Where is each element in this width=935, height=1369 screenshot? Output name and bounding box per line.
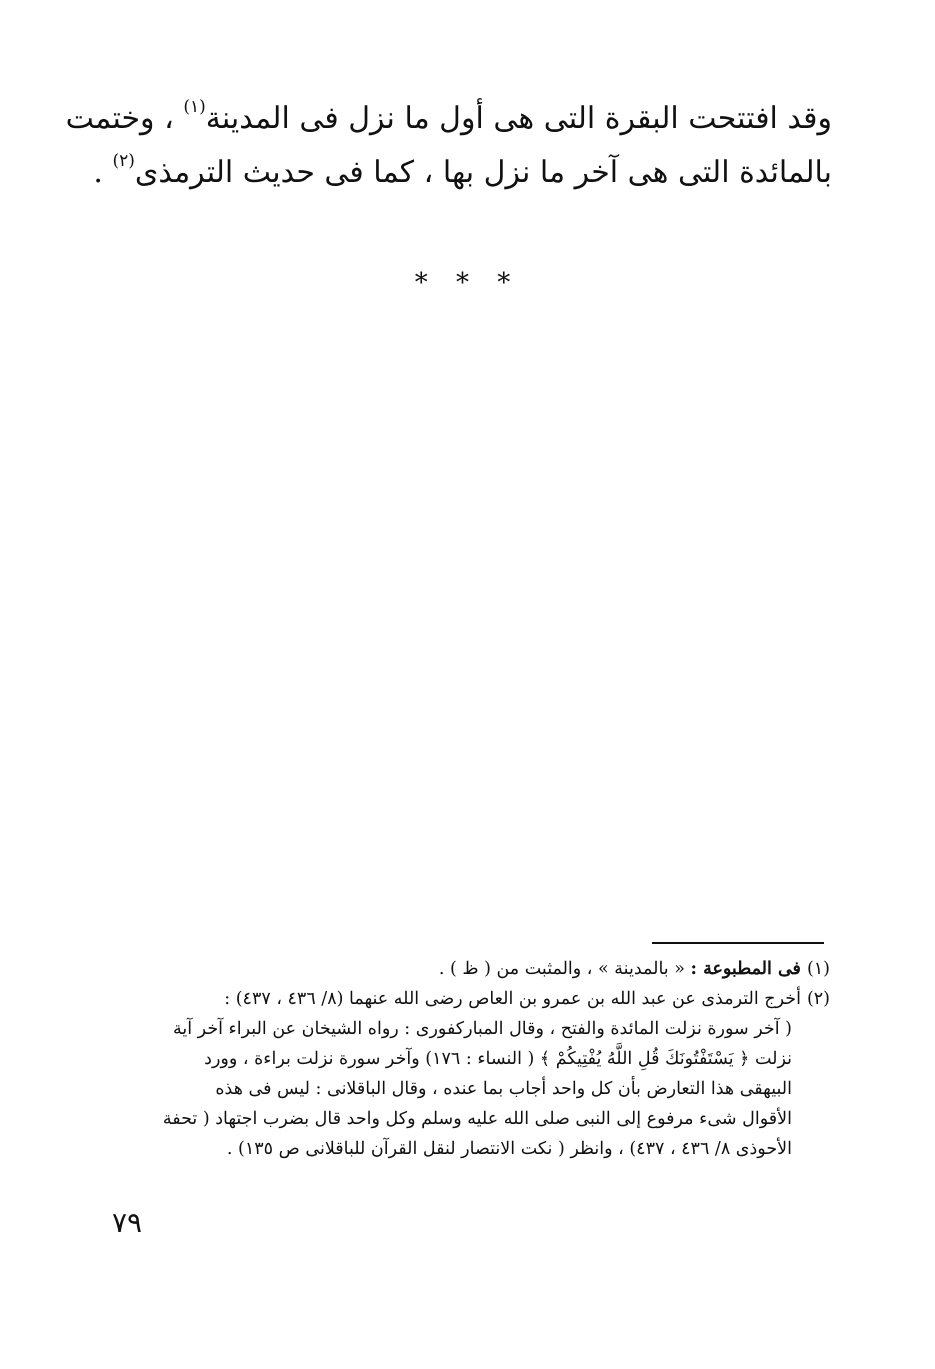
footnote-divider [652, 942, 824, 944]
footnote-1-label: فى المطبوعة : [690, 959, 801, 979]
footnotes-section [112, 954, 830, 1164]
footnote-2-line-2: ( آخر سورة نزلت المائدة والفتح ، وقال المباركفورى : رواه الشيخان عن البراء آخر آية [172, 1019, 792, 1039]
footnote-1-number: (١) [806, 959, 830, 979]
main-line-1 [65, 92, 832, 146]
footnote-ref-1[interactable]: (١) [183, 97, 206, 117]
main-paragraph [65, 92, 832, 200]
main-line-2-end: . [93, 155, 103, 190]
footnote-2-line-6: الأحوذى ٨/ ٤٣٦ ، ٤٣٧) ، وانظر ( نكت الانتصار لنقل القرآن للباقلانى ص ١٣٥) . [226, 1139, 792, 1159]
section-separator: * * * [414, 268, 521, 298]
main-line-1-text: وقد افتتحت البقرة التى هى أول ما نزل فى المدينة [205, 101, 832, 136]
footnote-2-line-5: الأقوال شىء مرفوع إلى النبى صلى الله عليه وسلم وكل واحد قال بضرب اجتهاد ( تحفة [162, 1109, 792, 1129]
footnote-1 [112, 954, 830, 984]
footnote-2-number: (٢) [806, 989, 830, 1009]
footnote-ref-2[interactable]: (٢) [112, 151, 135, 171]
main-line-1-end: ، وختمت [65, 101, 174, 136]
footnote-2-line-3: نزلت ﴿ يَسْتَفْتُونَكَ قُلِ اللَّهُ يُفْتِيكُمْ ﴾ ( النساء : ١٧٦) وآخر سورة نزلت براءة ، وورد [204, 1049, 792, 1069]
main-line-2 [93, 146, 832, 200]
footnote-2 [112, 984, 830, 1164]
footnote-2-line-1: أخرج الترمذى عن عبد الله بن عمرو بن العاص رضى الله عنهما (٨/ ٤٣٦ ، ٤٣٧) : [224, 989, 801, 1009]
footnote-2-body [112, 1014, 830, 1164]
page-number: ٧٩ [112, 1206, 143, 1239]
main-line-2-text: بالمائدة التى هى آخر ما نزل بها ، كما فى حديث الترمذى [134, 155, 832, 190]
footnote-1-text: « بالمدينة » ، والمثبت من ( ظ ) . [438, 959, 685, 979]
footnote-2-line-4: البيهقى هذا التعارض بأن كل واحد أجاب بما عنده ، وقال الباقلانى : ليس فى هذه [215, 1079, 792, 1099]
